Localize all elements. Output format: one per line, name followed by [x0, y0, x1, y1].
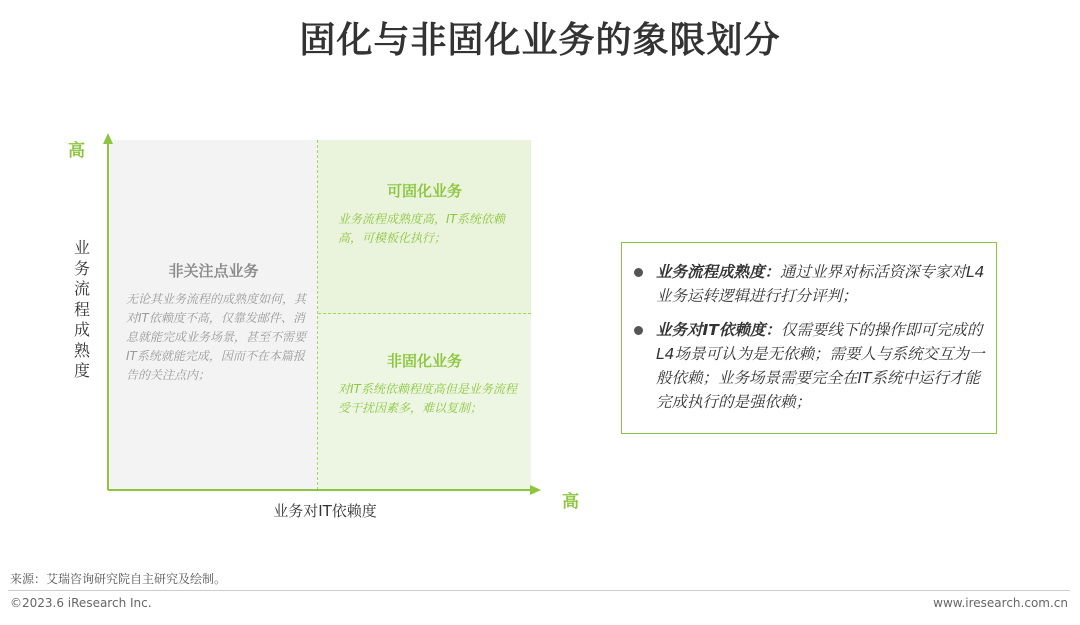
copyright: ©2023.6 iResearch Inc.	[10, 596, 152, 610]
x-axis-label: 业务对IT依赖度	[273, 502, 377, 520]
x-axis-high-label: 高	[562, 492, 579, 512]
quadrant-non-solidifiable-title: 非固化业务	[386, 352, 462, 370]
definition-term: 业务对IT依赖度：	[656, 321, 781, 339]
website-link[interactable]: www.iresearch.com.cn	[933, 596, 1068, 610]
quadrant-non-focus-title: 非关注点业务	[168, 262, 259, 280]
y-axis-high-label: 高	[68, 141, 85, 161]
bullet-icon	[634, 268, 643, 277]
definition-item	[634, 318, 986, 414]
definition-body: 通过业界对标活资深专家对L4业务运转逻辑进行打分评判；	[656, 263, 985, 305]
y-axis-label: 业务流程成熟度	[73, 238, 90, 380]
definition-text	[634, 260, 986, 308]
definition-text	[634, 318, 986, 414]
footer-divider	[8, 590, 1070, 591]
quadrant-non-solidifiable-desc: 对IT系统依赖程度高但是业务流程受干扰因素多，难以复制；	[338, 382, 517, 415]
source-note: 来源：艾瑞咨询研究院自主研究及绘制。	[10, 572, 227, 586]
horizontal-divider	[318, 313, 531, 314]
x-axis-arrow	[530, 485, 541, 495]
definition-body: 仅需要线下的操作即可完成的L4场景可认为是无依赖；需要人与系统交互为一般依赖；业务场景需要完全在IT系统中运行才能完成执行的是强依赖；	[656, 321, 985, 411]
definition-term: 业务流程成熟度：	[656, 263, 781, 281]
quadrant-non-focus-desc: 无论其业务流程的成熟度如何，其对IT依赖度不高，仅靠发邮件、消息就能完成业务场景，甚至不需要IT系统就能完成，因而不在本篇报告的关注点内；	[126, 292, 307, 382]
bullet-icon	[634, 326, 643, 335]
quadrant-solidifiable-desc: 业务流程成熟度高，IT系统依赖高，可模板化执行；	[338, 212, 505, 245]
quadrant-solidifiable-title: 可固化业务	[386, 182, 462, 200]
page-title: 固化与非固化业务的象限划分	[299, 20, 781, 61]
definitions-box	[621, 242, 997, 434]
definition-item	[634, 260, 986, 308]
